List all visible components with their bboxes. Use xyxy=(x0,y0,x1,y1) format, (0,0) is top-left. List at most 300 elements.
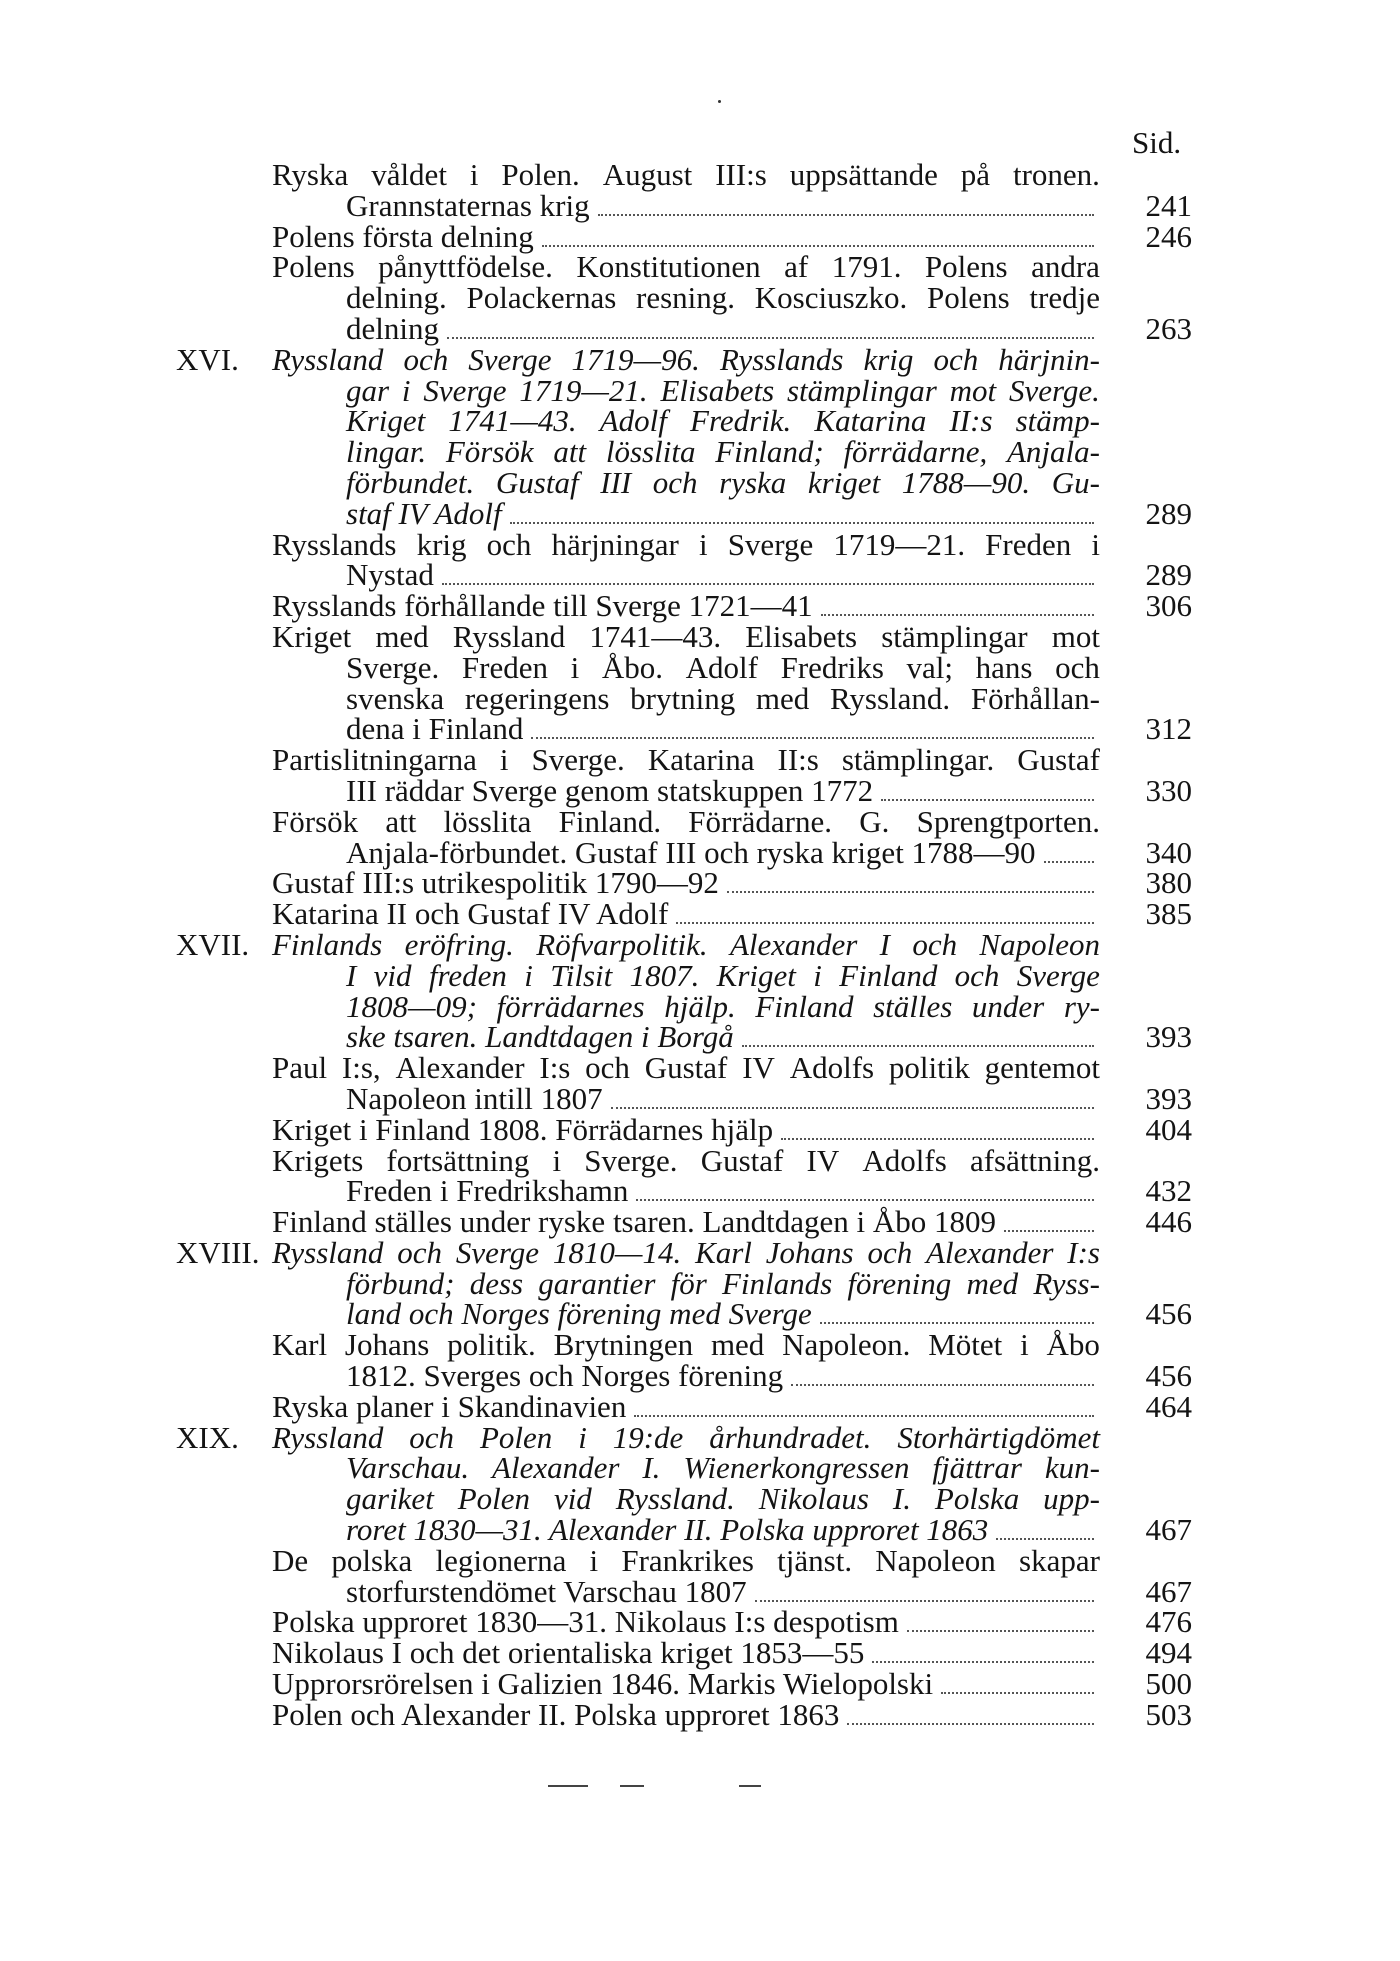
toc-word: Sverge xyxy=(468,341,552,377)
page-number: 393 xyxy=(1145,1019,1192,1055)
toc-word: Anjala- xyxy=(1007,434,1100,470)
toc-entry xyxy=(0,588,1400,624)
toc-word: svenska xyxy=(346,680,445,716)
toc-word: i xyxy=(552,1142,562,1178)
toc-word: Sverge. xyxy=(531,742,625,778)
toc-word: i xyxy=(570,649,580,685)
page-number: 456 xyxy=(1145,1358,1192,1394)
dot-leader xyxy=(996,1538,1094,1540)
toc-word: 1719—96. xyxy=(571,341,700,377)
toc-word: Finland xyxy=(839,957,938,993)
toc-word: Napoleon xyxy=(979,926,1100,962)
toc-entry xyxy=(0,618,1400,747)
toc-line xyxy=(0,1481,1100,1517)
toc-line xyxy=(0,1265,1100,1301)
toc-word: ryska xyxy=(719,464,787,500)
toc-word: stämplingar. xyxy=(841,742,995,778)
toc-line xyxy=(0,957,1100,993)
page-number: 312 xyxy=(1145,711,1192,747)
toc-entry xyxy=(0,1050,1400,1116)
toc-word: århundradet. xyxy=(709,1419,872,1455)
toc-word: hjälp. xyxy=(664,988,736,1024)
toc-word: Polska xyxy=(934,1481,1020,1517)
toc-word: Ryssland xyxy=(272,1234,384,1270)
toc-word: Wienerkongressen xyxy=(683,1450,910,1486)
closing-dash xyxy=(620,1785,644,1787)
toc-word: under xyxy=(971,988,1045,1024)
toc-line xyxy=(0,157,1100,192)
toc-word: tjänst. xyxy=(777,1542,853,1578)
toc-word: och xyxy=(652,464,698,500)
toc-word: Karl xyxy=(272,1327,328,1363)
toc-word: stämp- xyxy=(1015,403,1100,439)
toc-word: afsättning. xyxy=(969,1142,1100,1178)
toc-entry xyxy=(0,1666,1400,1702)
toc-word: lingar. xyxy=(346,434,427,470)
toc-line xyxy=(0,1204,1192,1240)
toc-word: Ryska xyxy=(272,157,349,192)
toc-word: delning. xyxy=(346,280,447,316)
toc-word: Rysslands xyxy=(272,526,397,562)
toc-word: 1808—09; xyxy=(346,988,477,1024)
toc-word: tredje xyxy=(1029,280,1100,316)
toc-line xyxy=(0,618,1100,654)
toc-word: Sverge xyxy=(1016,957,1100,993)
toc-word: Alexander xyxy=(395,1050,525,1086)
toc-word: Sverge. xyxy=(1008,372,1100,408)
toc-word: legionerna xyxy=(435,1542,567,1578)
toc-line-text: staf IV Adolf xyxy=(346,495,502,531)
toc-word: mot xyxy=(949,372,997,408)
page-number: 246 xyxy=(1145,218,1192,254)
toc-word: I. xyxy=(892,1481,911,1517)
toc-word: Elisabets xyxy=(745,618,858,654)
toc-word: gariket xyxy=(346,1481,434,1517)
toc-line xyxy=(0,218,1192,254)
page-number: 446 xyxy=(1145,1204,1192,1240)
toc-word: med xyxy=(966,1265,1019,1301)
page-number: 385 xyxy=(1145,896,1192,932)
toc-word: upp- xyxy=(1043,1481,1100,1517)
toc-line xyxy=(0,1296,1192,1332)
toc-word: Ryssland xyxy=(272,1419,384,1455)
toc-line-text: Polska upproret 1830—31. Nikolaus I:s despotism xyxy=(272,1604,899,1640)
dot-leader xyxy=(636,1199,1094,1201)
toc-line xyxy=(0,1050,1100,1086)
toc-chapter xyxy=(0,1419,1400,1548)
toc-line xyxy=(0,1358,1192,1394)
toc-word: och xyxy=(403,341,449,377)
dot-leader xyxy=(531,737,1094,739)
toc-line xyxy=(0,680,1100,716)
toc-word: stämplingar xyxy=(881,618,1028,654)
toc-word: Adolf xyxy=(685,649,758,685)
toc-line xyxy=(0,1666,1192,1702)
chapter-number: XVII. xyxy=(176,926,250,962)
toc-word: Sverge xyxy=(455,1234,540,1270)
dot-leader xyxy=(791,1384,1094,1386)
toc-line-text: Kriget i Finland 1808. Förrädarnes hjälp xyxy=(272,1111,774,1147)
toc-line-text: storfurstendömet Varschau 1807 xyxy=(346,1573,747,1609)
toc-word: Polens xyxy=(926,280,1010,316)
toc-word: och xyxy=(397,1234,442,1270)
dot-leader xyxy=(941,1692,1094,1694)
toc-line xyxy=(0,1327,1100,1363)
toc-line-text: Polens första delning xyxy=(272,218,534,254)
page-number: 467 xyxy=(1145,1573,1192,1609)
toc-line-text: Finland ställes under ryske tsaren. Landtdagen i Åbo 1809 xyxy=(272,1204,997,1240)
toc-line xyxy=(0,896,1192,932)
dot-leader xyxy=(442,583,1094,585)
dot-leader xyxy=(1044,861,1094,863)
dot-leader xyxy=(821,614,1094,616)
dot-leader xyxy=(510,522,1094,524)
toc-line-text: Nikolaus I och det orientaliska kriget 1853—55 xyxy=(272,1635,865,1671)
toc-chapter xyxy=(0,1234,1400,1332)
toc-entry xyxy=(0,896,1400,932)
toc-line-text: land och Norges förening med Sverge xyxy=(346,1296,812,1332)
toc-line xyxy=(0,1604,1192,1640)
toc-word: fjättrar xyxy=(932,1450,1022,1486)
toc-line xyxy=(0,649,1100,685)
toc-word: Röfvarpolitik. xyxy=(536,926,708,962)
toc-word: i xyxy=(401,372,411,408)
page-number: 289 xyxy=(1145,495,1192,531)
toc-word: Tilsit xyxy=(550,957,613,993)
page-number: 464 xyxy=(1145,1388,1192,1424)
toc-word: 1741—43. xyxy=(448,403,577,439)
toc-word: Sverge. xyxy=(346,649,440,685)
toc-word: 1791. xyxy=(831,249,902,285)
toc-word: I. xyxy=(642,1450,661,1486)
toc-line xyxy=(0,1542,1100,1578)
toc-word: II:s xyxy=(777,742,819,778)
toc-word: andra xyxy=(1031,249,1100,285)
toc-word: polska xyxy=(331,1542,413,1578)
toc-word: förbundet. xyxy=(346,464,475,500)
toc-word: 1719—21. xyxy=(833,526,966,562)
toc-line xyxy=(0,557,1192,593)
toc-entry xyxy=(0,1327,1400,1394)
toc-word: resning. xyxy=(636,280,736,316)
dot-leader xyxy=(1004,1230,1094,1232)
toc-word: i xyxy=(499,742,509,778)
closing-rule xyxy=(548,1768,785,1799)
toc-word: Finlands xyxy=(721,1265,833,1301)
toc-line xyxy=(0,742,1100,778)
toc-word: att xyxy=(553,434,587,470)
toc-word: Ryss- xyxy=(1033,1265,1100,1301)
toc-word: politik. xyxy=(447,1327,536,1363)
toc-line xyxy=(0,1450,1100,1486)
toc-word: skapar xyxy=(1019,1542,1100,1578)
toc-entry xyxy=(0,1696,1400,1732)
toc-word: 19:de xyxy=(612,1419,684,1455)
toc-word: Polen xyxy=(479,1419,553,1455)
toc-word: Gu- xyxy=(1051,464,1100,500)
toc-word: Sverge xyxy=(727,526,814,562)
toc-word: August xyxy=(602,157,693,192)
toc-word: garantier xyxy=(538,1265,656,1301)
toc-word: Sprengtporten. xyxy=(916,803,1100,839)
dot-leader xyxy=(542,245,1094,247)
toc-word: stämplingar xyxy=(786,372,937,408)
toc-line xyxy=(0,772,1192,808)
toc-line-text: ske tsaren. Landtdagen i Borgå xyxy=(346,1019,734,1055)
toc-word: hans xyxy=(975,649,1033,685)
toc-word: I:s xyxy=(539,1050,571,1086)
toc-word: Polens xyxy=(924,249,1008,285)
toc-line xyxy=(0,1080,1192,1116)
toc-word: Åbo. xyxy=(601,649,664,685)
toc-word: och xyxy=(1055,649,1100,685)
dot-leader xyxy=(676,922,1094,924)
toc-line-text: Freden i Fredrikshamn xyxy=(346,1173,629,1209)
toc-word: och xyxy=(409,1419,455,1455)
toc-word: Ryssland xyxy=(452,618,566,654)
page-number: 306 xyxy=(1145,588,1192,624)
toc-word: Sverge. xyxy=(584,1142,678,1178)
toc-word: på xyxy=(960,157,991,192)
toc-word: och xyxy=(585,1050,630,1086)
toc-line xyxy=(0,988,1100,1024)
page-number: 289 xyxy=(1145,557,1192,593)
page-number: 404 xyxy=(1145,1111,1192,1147)
toc-word: Freden xyxy=(985,526,1072,562)
toc-word: De xyxy=(272,1542,309,1578)
toc-word: Gustaf xyxy=(495,464,579,500)
page-number: 330 xyxy=(1145,772,1192,808)
toc-line xyxy=(0,1142,1100,1178)
toc-line xyxy=(0,280,1100,316)
page-number: 456 xyxy=(1145,1296,1192,1332)
toc-line xyxy=(0,834,1192,870)
toc-line-text: 1812. Sverges och Norges förening xyxy=(346,1358,784,1394)
toc-word: Brytningen xyxy=(553,1327,694,1363)
toc-word: Krigets xyxy=(272,1142,364,1178)
toc-word: ry- xyxy=(1063,988,1100,1024)
toc-word: III xyxy=(600,464,632,500)
toc-line xyxy=(0,1573,1192,1609)
toc-line xyxy=(0,803,1100,839)
toc-line xyxy=(0,1696,1192,1732)
toc-word: Alexander xyxy=(729,926,858,962)
toc-entry xyxy=(0,1604,1400,1640)
toc-word: förening xyxy=(847,1265,952,1301)
toc-word: att xyxy=(385,803,417,839)
toc-line-text: Napoleon intill 1807 xyxy=(346,1080,603,1116)
toc-word: Freden xyxy=(461,649,548,685)
dot-leader xyxy=(598,214,1094,216)
toc-word: I:s, xyxy=(341,1050,381,1086)
toc-word: II:s xyxy=(949,403,993,439)
toc-line-text: dena i Finland xyxy=(346,711,524,747)
toc-word: kriget xyxy=(807,464,881,500)
toc-word: eröfring. xyxy=(404,926,514,962)
toc-word: Gustaf xyxy=(700,1142,784,1178)
toc-word: Napoleon xyxy=(875,1542,996,1578)
toc-word: I xyxy=(879,926,890,962)
dot-leader xyxy=(847,1723,1094,1725)
toc-word: Kosciuszko. xyxy=(754,280,908,316)
toc-word: Varschau. xyxy=(346,1450,470,1486)
toc-chapter xyxy=(0,341,1400,531)
dot-leader xyxy=(447,337,1094,339)
toc-line-text: Upprorsrörelsen i Galizien 1846. Markis Wielopolski xyxy=(272,1666,934,1702)
toc-word: och xyxy=(933,341,979,377)
toc-word: 1788—90. xyxy=(901,464,1031,500)
toc-entry xyxy=(0,1388,1400,1424)
toc-word: Gustaf xyxy=(1017,742,1100,778)
ink-dot xyxy=(718,100,721,103)
toc-word: 1810—14. xyxy=(552,1234,682,1270)
toc-entry xyxy=(0,1542,1400,1609)
toc-word: med xyxy=(375,618,429,654)
chapter-number: XIX. xyxy=(176,1419,239,1455)
toc-word: vid xyxy=(373,957,412,993)
toc-word: i xyxy=(524,957,533,993)
toc-word: Rysslands xyxy=(719,341,844,377)
toc-entry xyxy=(0,1111,1400,1147)
toc-word: Storhärtigdömet xyxy=(897,1419,1100,1455)
toc-word: i xyxy=(1091,526,1100,562)
dot-leader xyxy=(727,891,1094,893)
toc-word: förrädarne, xyxy=(843,434,988,470)
toc-word: mot xyxy=(1051,618,1100,654)
toc-line xyxy=(0,1111,1192,1147)
toc-word: Ryssland. xyxy=(615,1481,735,1517)
toc-line xyxy=(0,1635,1192,1671)
toc-word: Adolfs xyxy=(862,1142,947,1178)
toc-word: uppsättande xyxy=(789,157,938,192)
toc-entry xyxy=(0,218,1400,254)
toc-line xyxy=(0,926,1100,962)
toc-entry xyxy=(0,865,1400,901)
toc-word: regeringens xyxy=(464,680,610,716)
toc-word: med xyxy=(710,1327,765,1363)
toc-line xyxy=(0,341,1100,377)
toc-line-text: delning xyxy=(346,310,439,346)
toc-line-text: roret 1830—31. Alexander II. Polska upproret 1863 xyxy=(346,1512,989,1548)
toc-word: Polen xyxy=(457,1481,531,1517)
toc-word: freden xyxy=(428,957,507,993)
toc-line-text: Anjala-förbundet. Gustaf III och ryska kriget 1788—90 xyxy=(346,834,1036,870)
toc-word: Förhållan- xyxy=(970,680,1100,716)
toc-word: i xyxy=(589,1542,599,1578)
dot-leader xyxy=(820,1322,1094,1324)
chapter-number: XVIII. xyxy=(176,1234,260,1270)
toc-word: G. xyxy=(859,803,890,839)
toc-word: krig xyxy=(863,341,914,377)
toc-line xyxy=(0,1234,1100,1270)
toc-word: pånyttfödelse. xyxy=(378,249,553,285)
toc-line-text: Grannstaternas krig xyxy=(346,187,590,223)
dot-leader xyxy=(742,1045,1094,1047)
toc-word: Fredrik. xyxy=(690,403,792,439)
toc-word: och xyxy=(867,1234,913,1270)
toc-word: Förrädarne. xyxy=(688,803,833,839)
toc-word: Alexander xyxy=(926,1234,1054,1270)
toc-word: vid xyxy=(553,1481,592,1517)
toc-word: härjningar xyxy=(551,526,679,562)
toc-line-text: Polen och Alexander II. Polska upproret 1863 xyxy=(272,1696,840,1732)
page-column-label: Sid. xyxy=(1132,125,1182,160)
toc-entry xyxy=(0,1204,1400,1240)
toc-word: brytning xyxy=(630,680,736,716)
toc-word: Åbo xyxy=(1046,1327,1100,1363)
page-number: 380 xyxy=(1145,865,1192,901)
toc-word: Polackernas xyxy=(466,280,617,316)
toc-word: III:s xyxy=(715,157,767,192)
dot-leader xyxy=(755,1600,1094,1602)
toc-word: Napoleon. xyxy=(782,1327,911,1363)
toc-word: och xyxy=(486,526,532,562)
page-number: 476 xyxy=(1145,1604,1192,1640)
toc-word: lösslita xyxy=(605,434,696,470)
toc-word: ställes xyxy=(873,988,953,1024)
toc-word: i xyxy=(469,157,479,192)
toc-line xyxy=(0,1019,1192,1055)
page-number: 467 xyxy=(1145,1512,1192,1548)
toc-line-text: Nystad xyxy=(346,557,434,593)
toc-line xyxy=(0,1388,1192,1424)
toc-entry xyxy=(0,742,1400,808)
toc-word: Gustaf xyxy=(644,1050,728,1086)
toc-word: dess xyxy=(469,1265,524,1301)
toc-word: IV xyxy=(742,1050,775,1086)
toc-word: 1741—43. xyxy=(589,618,722,654)
page-number: 241 xyxy=(1145,187,1192,223)
toc-line-text: III räddar Sverge genom statskuppen 1772 xyxy=(346,772,874,808)
toc-word: Konstitutionen xyxy=(576,249,761,285)
toc-line xyxy=(0,1173,1192,1209)
toc-word: I:s xyxy=(1067,1234,1100,1270)
toc-word: af xyxy=(784,249,809,285)
toc-word: Paul xyxy=(272,1050,328,1086)
toc-line xyxy=(0,249,1100,285)
toc-word: Polen. xyxy=(501,157,580,192)
toc-line xyxy=(0,1512,1192,1548)
toc-word: tronen. xyxy=(1012,157,1100,192)
toc-word: förrädarnes xyxy=(496,988,645,1024)
toc-entry xyxy=(0,1142,1400,1209)
toc-word: härjnin- xyxy=(998,341,1100,377)
closing-dash xyxy=(548,1785,588,1787)
toc-word: i xyxy=(698,526,708,562)
toc-entry xyxy=(0,249,1400,346)
toc-word: fortsättning xyxy=(386,1142,530,1178)
toc-word: Elisabets xyxy=(660,372,775,408)
toc-word: Adolf xyxy=(599,403,667,439)
toc-word: i xyxy=(813,957,822,993)
toc-word: I xyxy=(346,957,357,993)
toc-word: Alexander xyxy=(492,1450,620,1486)
toc-line-text: Ryska planer i Skandinavien xyxy=(272,1388,627,1424)
toc-word: gar xyxy=(346,372,390,408)
toc-word: Finland. xyxy=(558,803,662,839)
toc-word: Ryssland. xyxy=(829,680,951,716)
toc-word: politik xyxy=(888,1050,970,1086)
toc-line xyxy=(0,372,1100,408)
dot-leader xyxy=(907,1630,1094,1632)
toc-word: krig xyxy=(416,526,467,562)
page-number: 340 xyxy=(1145,834,1192,870)
toc-line-text: Katarina II och Gustaf IV Adolf xyxy=(272,896,669,932)
toc-word: IV xyxy=(806,1142,840,1178)
toc-word: Katarina xyxy=(647,742,755,778)
toc-word: Kriget xyxy=(272,618,352,654)
toc-word: 1719—21. xyxy=(519,372,648,408)
